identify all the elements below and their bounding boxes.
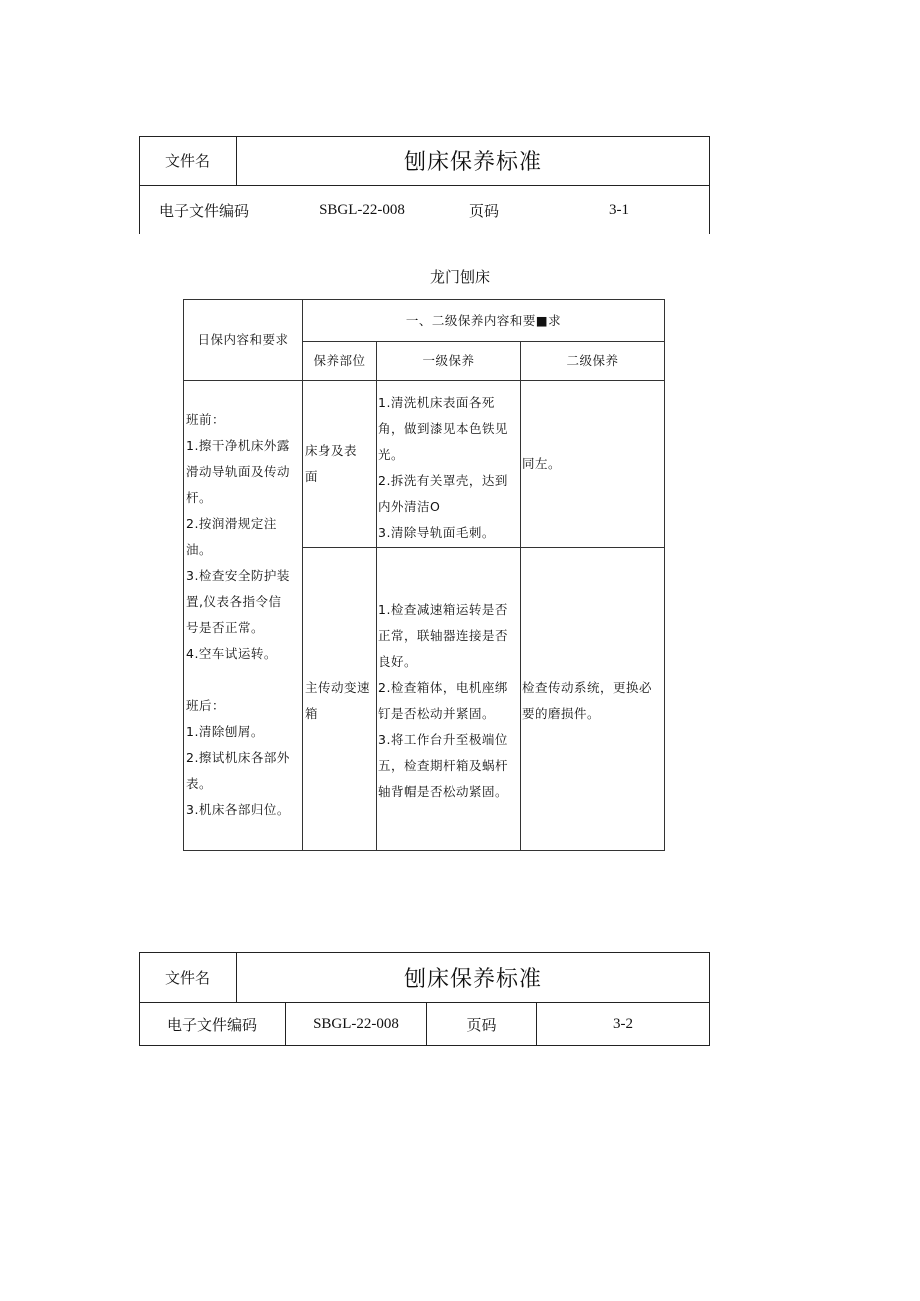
row1-level1: 1.清洗机床表面各死 角，做到漆见本色铁见 光。 2.拆洗有关罩壳，达到 内外清洁O 3.清除导轨面毛刺。	[378, 395, 509, 540]
daily-line: 3.机床各部归位。	[186, 802, 290, 817]
header-part: 保养部位	[313, 353, 366, 368]
border-bottom	[139, 1045, 710, 1046]
table-border-left	[183, 299, 184, 851]
header-level2: 二级保养	[566, 353, 619, 368]
daily-line: 2.擦试机床各部外	[186, 750, 290, 765]
daily-line: 3.检查安全防护装	[186, 568, 290, 583]
code-label: 电子文件编码	[158, 201, 249, 220]
row2-level1: 1.检查减速箱运转是否 正常，联轴器连接是否 良好。 2.检查箱体，电机座绑 钉是否松动并紧固。 3.将工作台升至极端位 五，检查期杆箱及蜗杆 轴背帽是否松动紧固。	[378, 602, 509, 799]
header-level1: 一级保养	[422, 353, 475, 368]
code-label: 电子文件编码	[166, 1015, 257, 1034]
header-daily: 日保内容和要求	[197, 332, 289, 347]
file-name-label: 文件名	[164, 152, 210, 170]
daily-line: 1.擦干净机床外露	[186, 438, 290, 453]
code-value: SBGL-22-008	[313, 1015, 399, 1032]
page-label: 页码	[466, 1015, 497, 1034]
page-label: 页码	[468, 201, 499, 220]
divider-level1	[520, 341, 521, 851]
divider-header-bottom	[183, 380, 665, 381]
daily-line: 2.按润滑规定注	[186, 516, 277, 531]
row2-part: 主传动变速 箱	[305, 680, 371, 721]
document-title: 刨床保养标准	[403, 150, 542, 175]
daily-line: 杆。	[186, 490, 213, 505]
table-border-bottom	[183, 850, 665, 851]
code-value: SBGL-22-008	[319, 201, 405, 218]
border-right	[709, 952, 710, 1046]
maintenance-table	[183, 299, 665, 851]
daily-line: 1.清除刨屑。	[186, 724, 264, 739]
daily-line: 滑动导轨面及传动	[186, 464, 291, 479]
document-header-2	[139, 952, 710, 1046]
daily-line: 4.空车试运转。	[186, 646, 277, 661]
row1-part: 床身及表 面	[305, 443, 358, 484]
file-name-label: 文件名	[164, 968, 210, 987]
document-title: 刨床保养标准	[403, 966, 542, 992]
machine-caption: 龙门刨床	[429, 268, 490, 286]
row2-level2: 检查传动系统，更换必 要的磨损件。	[522, 680, 653, 721]
daily-content	[186, 407, 301, 823]
header-group: 一、二级保养内容和要■求	[405, 312, 562, 328]
daily-line: 表。	[186, 776, 213, 791]
daily-line	[186, 667, 301, 693]
daily-line: 号是否正常。	[186, 620, 265, 635]
page-value: 3-1	[609, 201, 629, 218]
row1-level2: 同左。	[522, 456, 562, 471]
table-border-right	[664, 299, 665, 851]
page-value: 3-2	[613, 1015, 633, 1032]
divider-row1	[302, 547, 665, 548]
daily-line: 置,仪表各指令信	[186, 594, 282, 609]
daily-line: 油。	[186, 542, 213, 557]
document-header-1	[139, 136, 710, 234]
divider-part	[376, 341, 377, 851]
daily-line: 班前：	[186, 412, 226, 427]
divider-daily	[302, 299, 303, 851]
daily-line: 班后：	[186, 698, 226, 713]
